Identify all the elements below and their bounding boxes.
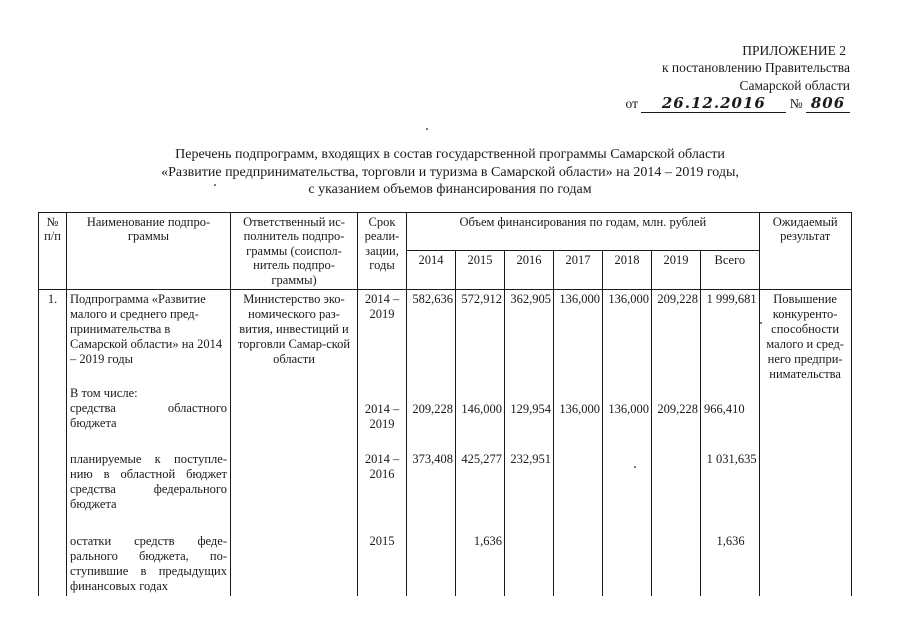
term-cell: 2014 – 2016 — [358, 434, 407, 514]
value-2014: 373,408 — [407, 434, 456, 514]
date-prefix: от — [625, 95, 638, 111]
document-header — [600, 42, 850, 113]
header-funding: Объем финансирования по годам, млн. рублей — [407, 213, 760, 251]
header-year-2015: 2015 — [456, 251, 505, 289]
header-total: Всего — [701, 251, 760, 289]
value-2017: 136,000 — [554, 289, 603, 384]
header-term: Срок реали-зации, годы — [358, 213, 407, 290]
sub-name: средства областного бюджета — [70, 400, 227, 430]
including-label — [67, 384, 231, 434]
value-2015: 1,636 — [456, 514, 505, 596]
including-text: В том числе: — [70, 385, 138, 400]
title-line-1: Перечень подпрограмм, входящих в состав государственной программы Самарской области — [175, 147, 725, 162]
executor-name: Министерство эко-номического раз-вития, инвестиций и торговли Самар-ской области — [231, 289, 358, 384]
value-2019 — [652, 434, 701, 514]
table-row — [39, 434, 852, 514]
header-year-2017: 2017 — [554, 251, 603, 289]
value-2015: 572,912 — [456, 289, 505, 384]
subprogram-name: Подпрограмма «Развитие малого и среднего пред-принимательства в Самарской области» на 2014 – 2019 годы — [67, 289, 231, 384]
value-2019 — [652, 514, 701, 596]
value-2014: 209,228 — [407, 384, 456, 434]
term-cell: 2015 — [358, 514, 407, 596]
scan-speck — [634, 466, 636, 468]
value-total: 966,410 — [701, 384, 760, 434]
region-name: Самарской области — [739, 77, 850, 93]
table-row — [39, 514, 852, 596]
value-2015: 146,000 — [456, 384, 505, 434]
value-2016 — [505, 514, 554, 596]
header-name: Наименование подпро-граммы — [67, 213, 231, 290]
term-cell: 2014 – 2019 — [358, 384, 407, 434]
date-number-line — [600, 95, 850, 113]
title-line-2: «Развитие предпринимательства, торговли и туризма в Самарской области» на 2014 – 2019 годы, — [161, 164, 739, 180]
funding-table — [38, 212, 852, 596]
sub-name: остатки средств феде-рального бюджета, по-ступившие в предыдущих финансовых годах — [67, 514, 231, 596]
table-row — [39, 384, 852, 434]
row-num: 1. — [39, 289, 67, 384]
resolution-reference: к постановлению Правительства — [661, 60, 850, 76]
value-2017 — [554, 434, 603, 514]
value-2014: 582,636 — [407, 289, 456, 384]
term-cell: 2014 – 2019 — [358, 289, 407, 384]
header-result: Ожидаемый результат — [759, 213, 851, 290]
scan-speck — [760, 322, 762, 324]
value-2018: 136,000 — [603, 384, 652, 434]
value-2016: 129,954 — [505, 384, 554, 434]
header-year-2018: 2018 — [603, 251, 652, 289]
value-2019: 209,228 — [652, 289, 701, 384]
sub-name: планируемые к поступле-нию в областной бюджет средства федерального бюджета — [67, 434, 231, 514]
value-total: 1 999,681 — [701, 289, 760, 384]
header-year-2016: 2016 — [505, 251, 554, 289]
value-2018 — [603, 514, 652, 596]
value-2017 — [554, 514, 603, 596]
value-total: 1,636 — [701, 514, 760, 596]
value-2014 — [407, 514, 456, 596]
handwritten-number: 806 — [806, 96, 850, 113]
value-2019: 209,228 — [652, 384, 701, 434]
value-2016: 232,951 — [505, 434, 554, 514]
header-year-2019: 2019 — [652, 251, 701, 289]
appendix-label: ПРИЛОЖЕНИЕ 2 — [742, 43, 846, 58]
value-total: 1 031,635 — [701, 434, 760, 514]
scan-speck — [214, 184, 216, 186]
value-2017: 136,000 — [554, 384, 603, 434]
header-year-2014: 2014 — [407, 251, 456, 289]
table-row — [39, 289, 852, 384]
value-2016: 362,905 — [505, 289, 554, 384]
value-2018 — [603, 434, 652, 514]
header-num: № п/п — [39, 213, 67, 290]
document-title — [40, 146, 860, 199]
header-executor: Ответственный ис-полнитель подпро-граммы (соиспол-нитель подпро-граммы) — [231, 213, 358, 290]
value-2018: 136,000 — [603, 289, 652, 384]
title-line-3: с указанием объемов финансирования по годам — [308, 182, 592, 198]
number-prefix: № — [789, 95, 803, 111]
handwritten-date: 26.12.2016 — [641, 96, 786, 113]
scan-speck — [426, 128, 428, 130]
expected-result: Повышение конкуренто-способности малого и сред-него предпри-нимательства — [759, 289, 851, 384]
value-2015: 425,277 — [456, 434, 505, 514]
